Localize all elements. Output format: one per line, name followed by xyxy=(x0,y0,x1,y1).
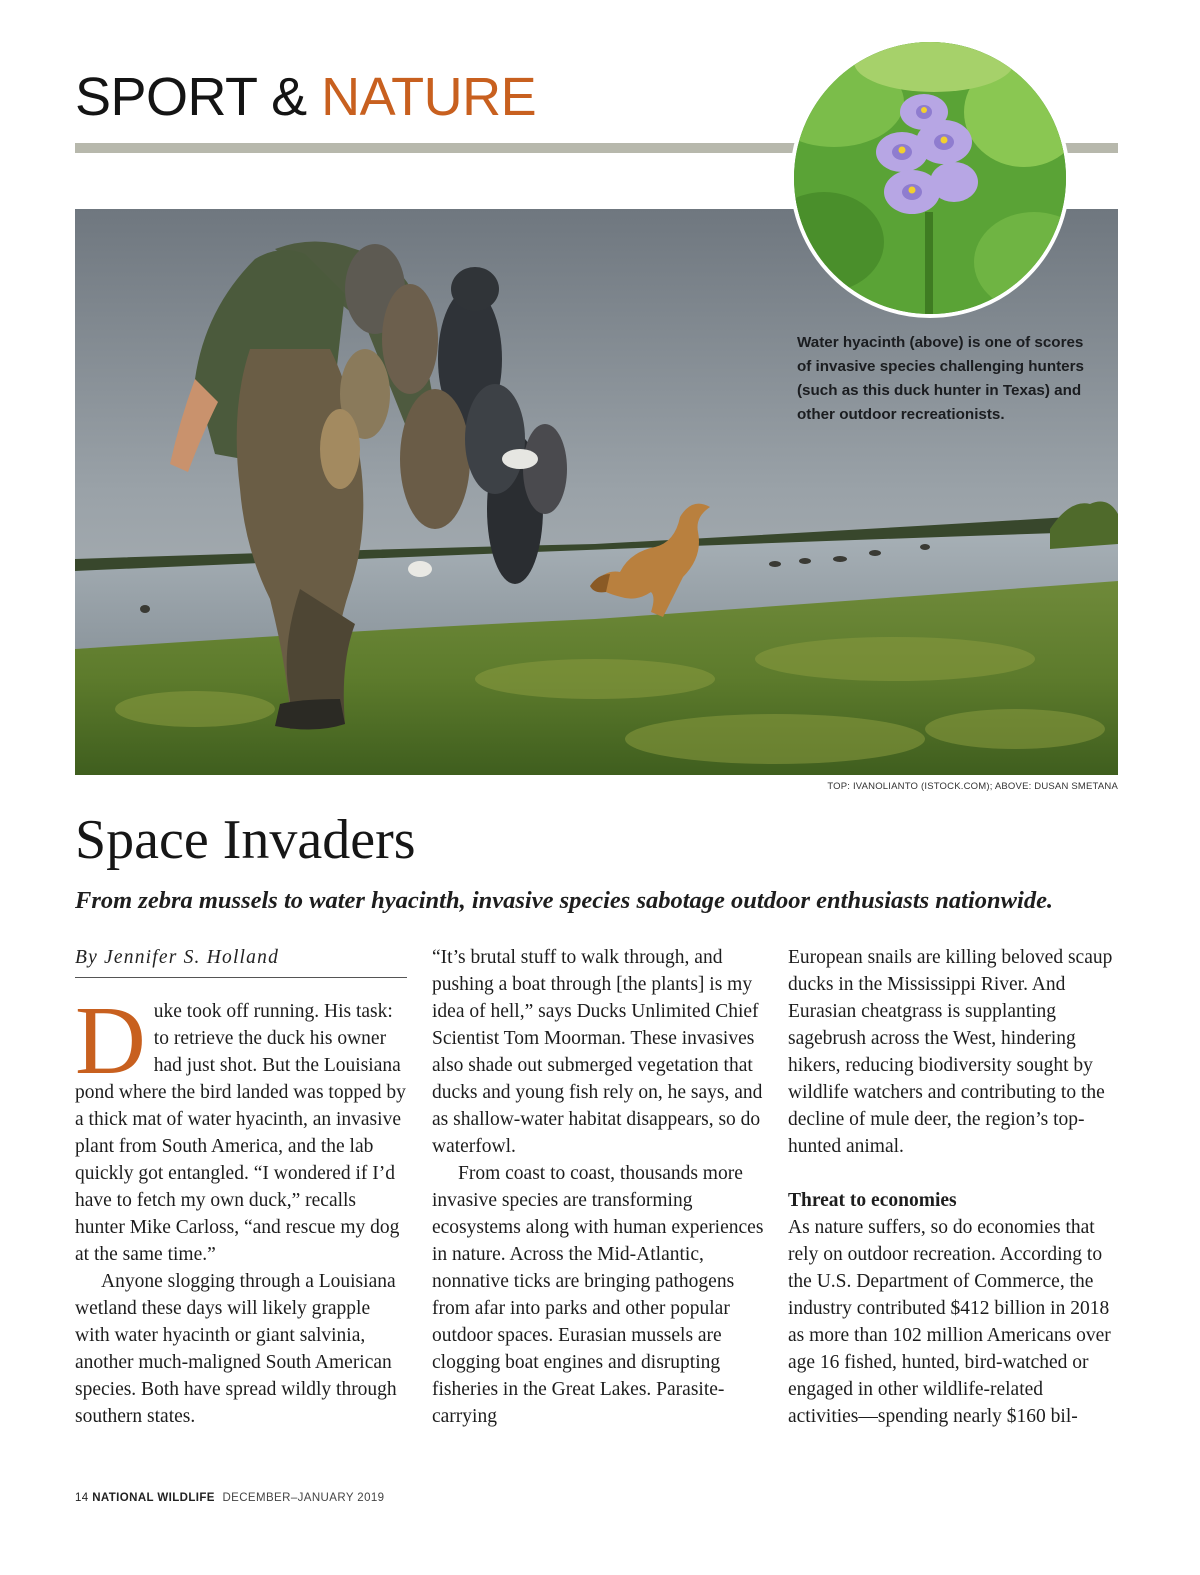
article-paragraph-3: “It’s brutal stuff to walk through, and pushing a boat through [the plants] is my idea of hell,” says Ducks Unlimited Chief Scientist Tom Moorman. These invasives also shade out submerged vegetation that ducks and young fish rely on, he says, and as shallow-water habitat disappears, so do waterfowl. xyxy=(432,947,763,1157)
photo-credit: TOP: IVANOLIANTO (ISTOCK.COM); ABOVE: DUSAN SMETANA xyxy=(827,781,1118,792)
article-paragraph-1-text: uke took off running. His task: to retrieve the duck his owner had just shot. But the Louisiana pond where the bird landed was topped by a thick mat of water hyacinth, an invasive plant from South America, and the lab quickly got entangled. “I wondered if I’d have to fetch my own duck,” recalls hunter Mike Carloss, “and rescue my dog at the same time.” xyxy=(75,1001,406,1265)
article-subhead: Threat to economies xyxy=(788,1190,957,1211)
article-dek: From zebra mussels to water hyacinth, invasive species sabotage outdoor enthusiasts nationwide. xyxy=(75,887,1054,914)
drop-cap: D xyxy=(75,987,146,1095)
article-column-3 xyxy=(788,944,1118,1430)
section-header-nature: NATURE xyxy=(321,67,537,127)
article-paragraph-5: European snails are killing beloved scaup ducks in the Mississippi River. And Eurasian cheatgrass is supplanting sagebrush across the West, hindering hikers, reducing biodiversity sought by wildlife watchers and contributing to the decline of mule deer, the region’s top-hunted animal. xyxy=(788,947,1113,1157)
article-paragraph-4: From coast to coast, thousands more invasive species are transforming ecosystems along with human experiences in nature. Across the Mid-Atlantic, nonnative ticks are bringing pathogens from afar into parks and other popular outdoor spaces. Eurasian mussels are clogging boat engines and disrupting fisheries in the Great Lakes. Parasite-carrying xyxy=(432,1163,764,1427)
article-paragraph-6: As nature suffers, so do economies that rely on outdoor recreation. According to the U.S. Department of Commerce, the industry contributed $412 billion in 2018 as more than 102 million Americans over age 16 fished, hunted, bird-watched or engaged in other wildlife-related activities—spending nearly $160 bil- xyxy=(788,1217,1111,1427)
page-number: 14 xyxy=(75,1492,89,1504)
issue-date: DECEMBER–JANUARY 2019 xyxy=(222,1492,385,1504)
byline: By Jennifer S. Holland xyxy=(75,944,407,978)
article-column-2 xyxy=(432,944,768,1430)
photo-caption: Water hyacinth (above) is one of scores of invasive species challenging hunters (such as this duck hunter in Texas) and other outdoor recreationists. xyxy=(797,334,1084,423)
article-paragraph-2: Anyone slogging through a Louisiana wetland these days will likely grapple with water hyacinth or giant salvinia, another much-maligned South American species. Both have spread wildly through southern states. xyxy=(75,1271,397,1427)
section-header-sport: SPORT & xyxy=(75,67,307,127)
article-paragraph-1 xyxy=(75,987,407,1268)
inset-photo-water-hyacinth xyxy=(790,38,1070,318)
page-footer xyxy=(75,1492,384,1504)
article-title: Space Invaders xyxy=(75,809,416,871)
section-header xyxy=(75,62,536,132)
magazine-name: NATIONAL WILDLIFE xyxy=(92,1492,215,1504)
article-column-1 xyxy=(75,944,407,1430)
